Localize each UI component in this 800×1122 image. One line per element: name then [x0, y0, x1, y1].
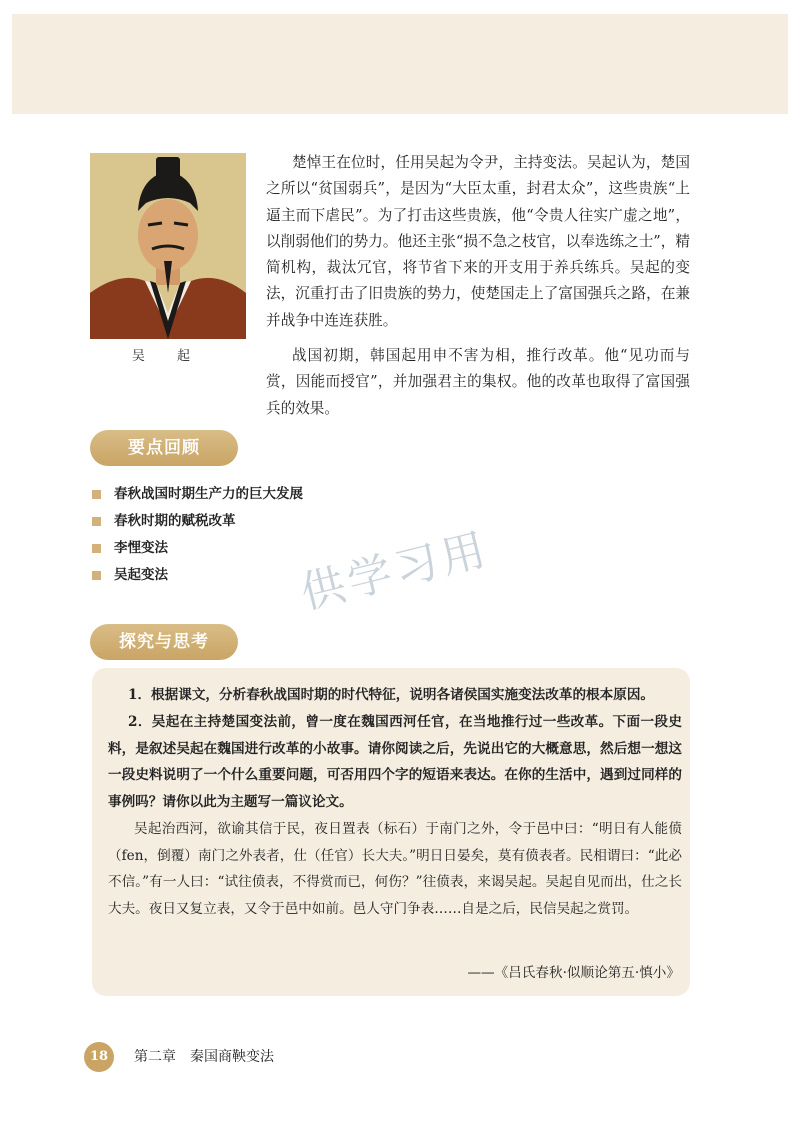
list-item	[92, 484, 303, 511]
review-list	[92, 484, 303, 592]
body-paragraph-2: 战国初期，韩国起用申不害为相，推行改革。他“见功而与赏，因能而授官”，并加强君主的集权。他的改革也取得了富国强兵的效果。	[266, 347, 690, 417]
historical-quote: 吴起治西河，欲谕其信于民，夜日置表（标石）于南门之外，令于邑中曰：“明日有人能偾（fen，倒覆）南门之外表者，仕（任官）长大夫。”明日日晏矣，莫有偾表者。民相谓曰：“此必不信。”有一人曰：“试往偾表，不得赏而已，何伤？”往偾表，来谒吴起。吴起自见而出，仕之长大夫。夜日又复立表，又令于邑中如前。邑人守门争表……自是之后，民信吴起之赏罚。	[108, 821, 682, 917]
question-1: 1．根据课文，分析春秋战国时期的时代特征，说明各诸侯国实施变法改革的根本原因。	[128, 687, 655, 703]
list-item-text: 吴起变法	[114, 567, 168, 583]
list-item	[92, 565, 303, 592]
list-item-text: 春秋战国时期生产力的巨大发展	[114, 486, 303, 502]
list-item-text: 春秋时期的赋税改革	[114, 513, 236, 529]
explore-heading: 探究与思考	[90, 624, 238, 660]
bullet-square-icon	[92, 490, 101, 499]
review-heading: 要点回顾	[90, 430, 238, 466]
quote-source: ——《吕氏春秋·似顺论第五·慎小》	[467, 965, 680, 981]
list-item	[92, 538, 303, 565]
bullet-square-icon	[92, 517, 101, 526]
list-item	[92, 511, 303, 538]
list-item-text: 李悝变法	[114, 540, 168, 556]
body-paragraph-1: 楚悼王在位时，任用吴起为令尹，主持变法。吴起认为，楚国之所以“贫国弱兵”，是因为“大臣太重，封君太众”，这些贵族“上逼主而下虐民”。为了打击这些贵族，他“令贵人往实广虚之地”，以削弱他们的势力。他还主张“损不急之枝官，以奉选练之士”，精简机构，裁汰冗官，将节省下来的开支用于养兵练兵。吴起的变法，沉重打击了旧贵族的势力，使楚国走上了富国强兵之路，在兼并战争中连连获胜。	[266, 154, 690, 329]
watermark: 供学习用	[295, 523, 495, 620]
bullet-square-icon	[92, 544, 101, 553]
chapter-title: 第二章 秦国商鞅变法	[134, 1049, 274, 1065]
header-band	[12, 14, 788, 114]
bullet-square-icon	[92, 571, 101, 580]
page-number: 18	[84, 1042, 114, 1072]
question-2: 2．吴起在主持楚国变法前，曾一度在魏国西河任官，在当地推行过一些改革。下面一段史料，是叙述吴起在魏国进行改革的小故事。请你阅读之后，先说出它的大概意思，然后想一想这一段史料说明了一个什么重要问题，可否用四个字的短语来表达。在你的生活中，遇到过同样的事例吗？请你以此为主题写一篇议论文。	[108, 714, 682, 810]
wu-qi-portrait	[90, 153, 246, 339]
portrait-caption: 吴 起	[131, 349, 205, 364]
